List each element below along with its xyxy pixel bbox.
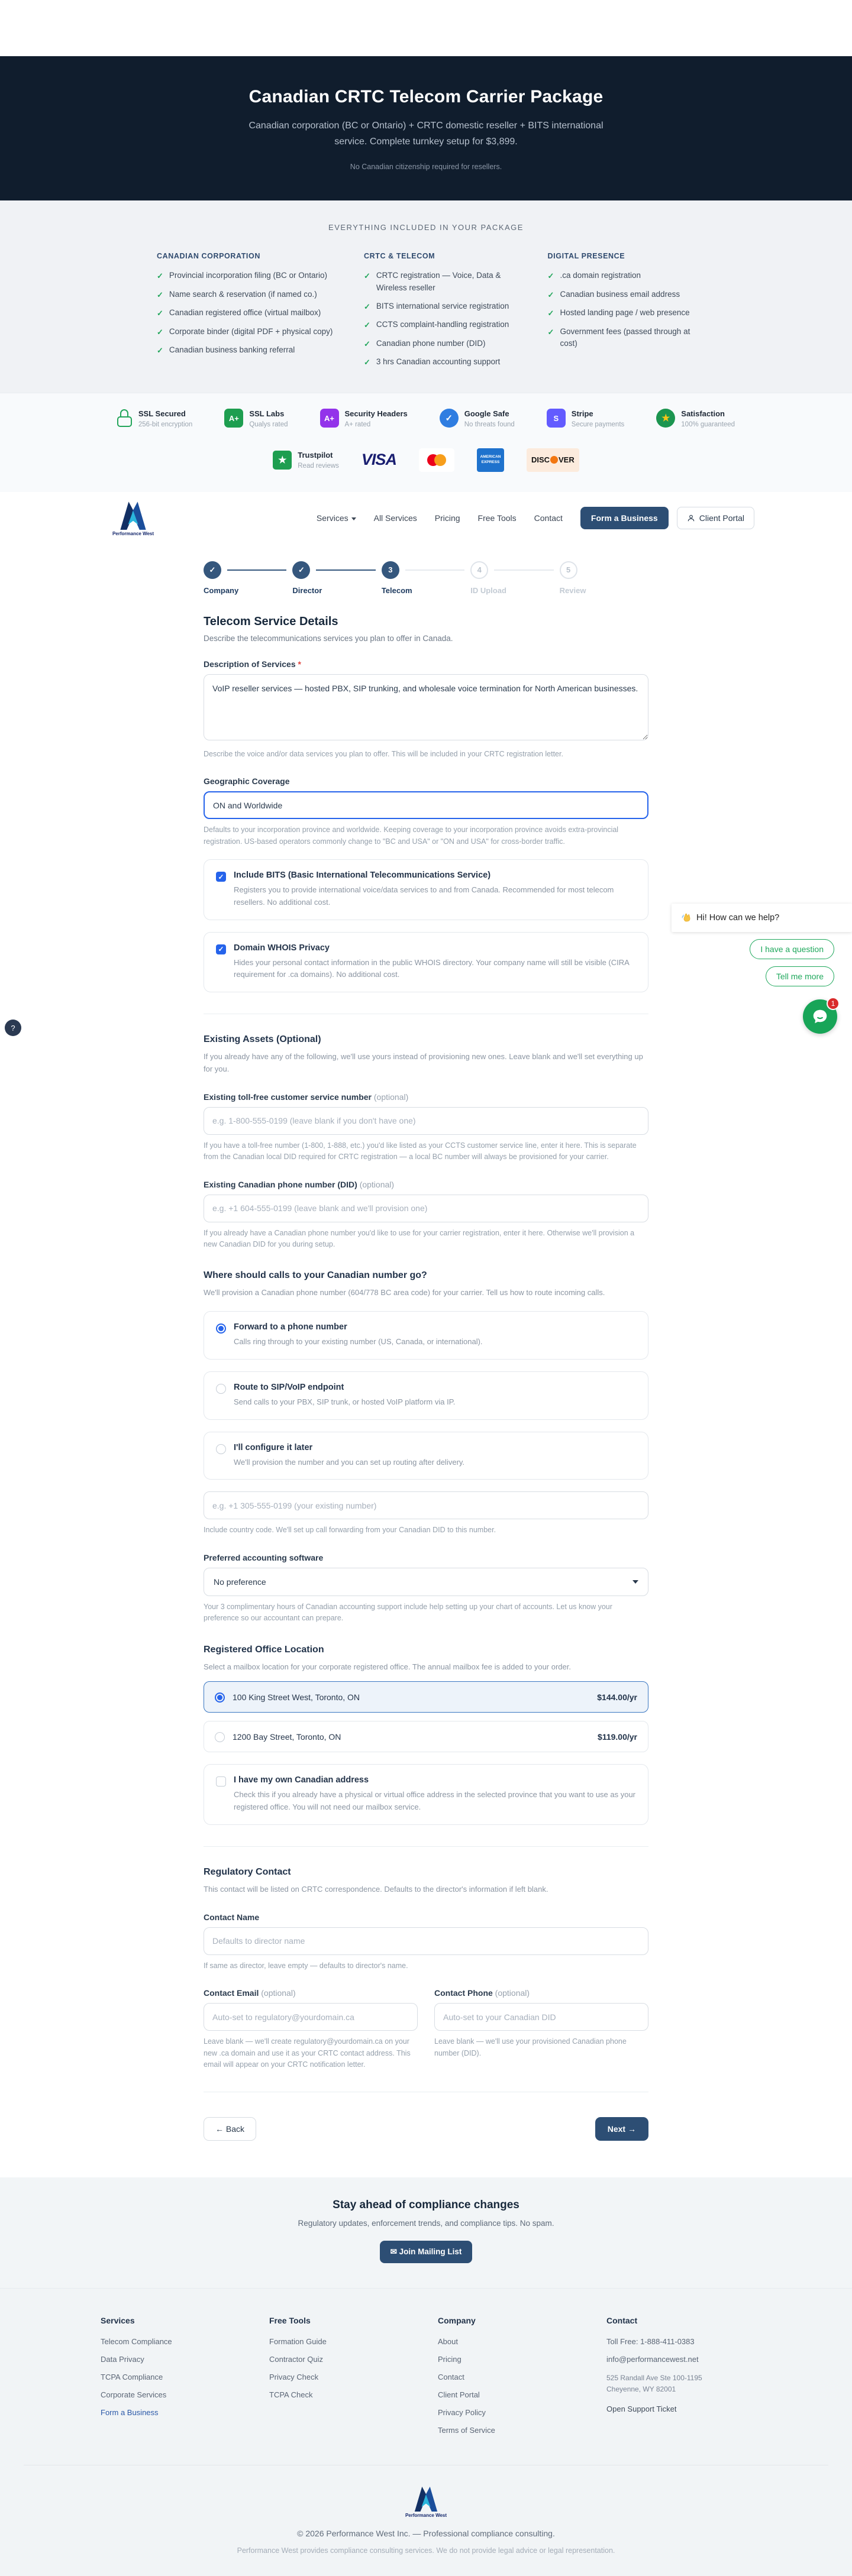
own-address-checkbox-card[interactable]: I have my own Canadian address Check this if you already have a physical or virtual office address in the selected province that you want to use as your registered office. You will not need our mailbox service. — [204, 1764, 648, 1825]
footer-link-tcpa-compliance[interactable]: TCPA Compliance — [101, 2373, 163, 2382]
wave-icon — [681, 912, 692, 923]
package-item: ✓ Canadian registered office (virtual mailbox) — [157, 307, 335, 319]
arrow-left-icon: ← — [215, 2124, 224, 2134]
arrow-right-icon: → — [628, 2124, 636, 2134]
page-subtitle: Describe the telecommunications services you plan to offer in Canada. — [204, 633, 453, 643]
footer-link-about[interactable]: About — [438, 2337, 458, 2347]
performance-west-logo-icon — [412, 2486, 440, 2512]
check-icon: ✓ — [363, 358, 370, 367]
regulatory-intro: This contact will be listed on CRTC correspondence. Defaults to the director's information if left blank. — [204, 1884, 548, 1894]
envelope-icon: ✉ — [390, 2247, 397, 2257]
hero-note: No Canadian citizenship required for resellers. — [350, 163, 502, 171]
top-spacer — [0, 0, 852, 56]
lock-icon — [117, 409, 133, 427]
contact-phone-help: Leave blank — we'll use your provisioned Canadian phone number (DID). — [434, 2037, 627, 2057]
top-navigation — [0, 492, 852, 543]
radio-unselected-icon[interactable] — [216, 1444, 226, 1454]
check-icon: ✓ — [157, 290, 163, 299]
geographic-coverage-input[interactable] — [204, 791, 648, 819]
package-item: ✓ Hosted landing page / web presence — [548, 307, 695, 319]
footer-link-corporate-services[interactable]: Corporate Services — [101, 2390, 167, 2400]
radio-selected-icon[interactable] — [215, 1692, 225, 1703]
package-item: ✓ .ca domain registration — [548, 270, 695, 282]
mailing-list-section — [0, 2177, 852, 2289]
column-title: CANADIAN CORPORATION — [157, 252, 260, 261]
check-icon: ✓ — [157, 309, 163, 318]
footer-link-contact[interactable]: Contact — [438, 2373, 464, 2382]
includes-heading: EVERYTHING INCLUDED IN YOUR PACKAGE — [328, 223, 524, 232]
routing-heading: Where should calls to your Canadian number go? — [204, 1270, 427, 1281]
includes-column-digital — [548, 252, 695, 375]
office-option-king-street[interactable]: 100 King Street West, Toronto, ON $144.00/yr — [204, 1681, 648, 1713]
radio-unselected-icon[interactable] — [216, 1384, 226, 1394]
mailing-heading: Stay ahead of compliance changes — [333, 2199, 519, 2212]
did-help: If you already have a Canadian phone number you'd like to use for your carrier registration, enter it here. Otherwise we'll provision a new Canadian DID for you during setup. — [204, 1228, 635, 1248]
step-check-icon: ✓ — [204, 561, 221, 579]
package-item: ✓ Government fees (passed through at cost) — [548, 326, 695, 350]
footer-logo — [0, 2486, 852, 2518]
nav-item-pricing[interactable]: Pricing — [434, 513, 460, 523]
back-button[interactable]: ← Back — [204, 2117, 256, 2141]
person-icon — [687, 514, 695, 522]
footer-link-privacy-policy[interactable]: Privacy Policy — [438, 2408, 486, 2418]
hero-title: Canadian CRTC Telecom Carrier Package — [248, 87, 604, 106]
badge-trustpilot[interactable]: ★ Trustpilot Read reviews — [273, 450, 339, 470]
step-number: 3 — [382, 561, 399, 579]
chat-widget — [672, 904, 852, 1034]
accounting-select[interactable]: No preference — [204, 1568, 648, 1596]
trust-badges-section — [0, 393, 852, 492]
checkbox-checked-icon[interactable]: ✓ — [216, 944, 226, 954]
column-title: DIGITAL PRESENCE — [547, 252, 625, 261]
footer-address: 525 Randall Ave Ste 100-1195 Cheyenne, WY 82001 — [606, 2374, 702, 2394]
checkbox-checked-icon[interactable]: ✓ — [216, 872, 226, 882]
check-icon: ✓ — [363, 321, 370, 330]
footer-link-privacy-check[interactable]: Privacy Check — [269, 2373, 319, 2382]
footer-link-terms[interactable]: Terms of Service — [438, 2426, 495, 2435]
footer-phone[interactable]: Toll Free: 1-888-411-0383 — [606, 2337, 695, 2347]
footer-column-contact: Contact Toll Free: 1-888-411-0383 info@performancewest.net 525 Randall Ave Ste 100-1195 Cheyenne, WY 82001 Open Support Ticket — [606, 2316, 751, 2444]
contact-name-label: Contact Name — [204, 1912, 260, 1922]
existing-assets-heading: Existing Assets (Optional) — [204, 1034, 321, 1045]
footer-link-telecom-compliance[interactable]: Telecom Compliance — [101, 2337, 172, 2347]
regulatory-heading: Regulatory Contact — [204, 1866, 291, 1877]
contact-email-help: Leave blank — we'll create regulatory@yourdomain.ca on your new .ca domain and use it as your CRTC contact address. This email will appear on your CRTC notification letter. — [204, 2037, 411, 2069]
package-item: ✓ Canadian phone number (DID) — [364, 338, 519, 350]
check-icon: ✓ — [547, 327, 554, 336]
step-check-icon: ✓ — [292, 561, 310, 579]
footer-link-tcpa-check[interactable]: TCPA Check — [269, 2390, 313, 2400]
footer-column-company: Company About Pricing Contact Client Portal Privacy Policy Terms of Service — [438, 2316, 583, 2444]
radio-unselected-icon[interactable] — [215, 1732, 225, 1742]
a-plus-icon: A+ — [320, 409, 339, 428]
badge-satisfaction: ★ Satisfaction 100% guaranteed — [656, 409, 735, 428]
forward-number-help: Include country code. We'll set up call forwarding from your Canadian DID to this number. — [204, 1526, 496, 1535]
footer-link-client-portal[interactable]: Client Portal — [438, 2390, 480, 2400]
tollfree-help: If you have a toll-free number (1-800, 1-888, etc.) you'd like listed as your CCTS customer service line, enter it here. This is separate from the Canadian local DID required for CRTC registration — a local BC number will always be provisioned for your carrier. — [204, 1141, 637, 1161]
step-review[interactable]: 5 Review — [560, 561, 648, 595]
checkbox-unchecked-icon[interactable] — [216, 1776, 226, 1787]
nav-item-all-services[interactable]: All Services — [373, 513, 417, 523]
trustpilot-star-icon: ★ — [273, 451, 292, 470]
footer-support-ticket-link[interactable]: Open Support Ticket — [606, 2404, 677, 2413]
bits-checkbox-card[interactable]: ✓ Include BITS (Basic International Telecommunications Service) Registers you to provide international voice/data services to and from Canada. Recommended for most telecom resellers. No additional cost. — [204, 859, 648, 920]
brand-logo[interactable] — [98, 500, 169, 536]
progress-stepper — [204, 561, 648, 595]
step-connector — [405, 569, 464, 571]
a-plus-icon: A+ — [224, 409, 243, 428]
check-shield-icon: ✓ — [440, 409, 459, 428]
contact-email-label: Contact Email (optional) — [204, 1988, 296, 1998]
includes-column-crtc — [364, 252, 519, 375]
badge-ssl-labs: A+ SSL Labs Qualys rated — [224, 409, 288, 428]
chat-unread-badge: 1 — [827, 997, 840, 1010]
check-icon: ✓ — [547, 290, 554, 299]
section-divider — [204, 1846, 648, 1847]
package-item: ✓ Provincial incorporation filing (BC or Ontario) — [157, 270, 335, 282]
description-help: Describe the voice and/or data services you plan to offer. This will be included in your CRTC registration letter. — [204, 749, 563, 758]
package-item: ✓ BITS international service registration — [364, 300, 519, 313]
footer-link-contractor-quiz[interactable]: Contractor Quiz — [269, 2355, 324, 2364]
page-title: Telecom Service Details — [204, 614, 338, 628]
description-label: Description of Services * — [204, 659, 301, 669]
step-connector — [316, 569, 375, 571]
contact-name-help: If same as director, leave empty — defaults to director's name. — [204, 1961, 408, 1970]
stripe-icon: S — [547, 409, 566, 428]
required-asterisk: * — [298, 659, 301, 669]
check-icon: ✓ — [157, 327, 163, 336]
nav-item-free-tools[interactable]: Free Tools — [477, 513, 517, 523]
package-item: ✓ CRTC registration — Voice, Data & Wireless reseller — [364, 270, 519, 294]
whois-checkbox-card[interactable]: ✓ Domain WHOIS Privacy Hides your personal contact information in the public WHOIS directory. Your company name will still be visible (CIRA requirement for .ca domains). No additional cost. — [204, 932, 648, 993]
tollfree-input[interactable] — [204, 1107, 648, 1135]
accounting-help: Your 3 complimentary hours of Canadian accounting support include help setting up your chart of accounts. Let us know your preference so our accountant can prepare. — [204, 1602, 612, 1623]
geo-label: Geographic Coverage — [204, 776, 290, 787]
chevron-down-icon — [351, 517, 356, 520]
badge-google-safe: ✓ Google Safe No threats found — [440, 409, 515, 428]
badge-ssl-secured: SSL Secured 256-bit encryption — [117, 409, 192, 428]
mailing-subtitle: Regulatory updates, enforcement trends, and compliance tips. No spam. — [298, 2219, 554, 2228]
column-title: CRTC & TELECOM — [363, 252, 435, 261]
chat-launcher-button[interactable] — [803, 999, 837, 1034]
help-widget-button[interactable] — [5, 1020, 21, 1036]
chevron-down-icon — [632, 1580, 638, 1584]
badge-stripe: S Stripe Secure payments — [547, 409, 625, 428]
office-price: $144.00/yr — [597, 1692, 637, 1702]
footer — [0, 2289, 852, 2576]
hero-subtitle: Canadian corporation (BC or Ontario) + CRTC domestic reseller + BITS international service. Complete turnkey setup for $3,899. — [248, 121, 604, 147]
package-item: ✓ Canadian business email address — [548, 289, 695, 301]
radio-selected-icon[interactable] — [216, 1323, 226, 1334]
step-telecom[interactable]: 3 Telecom — [382, 561, 470, 595]
amex-logo: AMERICAN EXPRESS — [477, 448, 504, 472]
footer-disclaimer: Performance West provides compliance consulting services. We do not provide legal advice or legal representation. — [237, 2546, 615, 2555]
step-id-upload[interactable]: 4 ID Upload — [470, 561, 559, 595]
hero-banner — [0, 56, 852, 200]
check-icon: ✓ — [363, 339, 370, 348]
package-item: ✓ CCTS complaint-handling registration — [364, 319, 519, 331]
contact-email-input[interactable] — [204, 2003, 418, 2031]
footer-column-services: Services Telecom Compliance Data Privacy TCPA Compliance Corporate Services Form a Business — [101, 2316, 246, 2444]
footer-email[interactable]: info@performancewest.net — [606, 2355, 699, 2364]
check-icon: ✓ — [547, 309, 554, 318]
performance-west-logo-icon — [117, 500, 149, 530]
brand-name: Performance West — [112, 530, 154, 536]
routing-option-sip[interactable]: Route to SIP/VoIP endpoint Send calls to your PBX, SIP trunk, or hosted VoIP platform via IP. — [204, 1371, 648, 1420]
step-director[interactable]: ✓ Director — [292, 561, 381, 595]
nav-item-contact[interactable]: Contact — [534, 513, 563, 523]
step-number: 5 — [560, 561, 577, 579]
check-icon: ✓ — [547, 271, 554, 281]
footer-link-data-privacy[interactable]: Data Privacy — [101, 2355, 144, 2364]
footer-link-formation-guide[interactable]: Formation Guide — [269, 2337, 327, 2347]
routing-option-later[interactable]: I'll configure it later We'll provision the number and you can set up routing after delivery. — [204, 1432, 648, 1480]
next-button[interactable]: Next → — [595, 2117, 648, 2141]
check-icon: ✓ — [157, 271, 163, 281]
contact-phone-label: Contact Phone (optional) — [434, 1988, 530, 1998]
routing-option-forward[interactable]: Forward to a phone number Calls ring through to your existing number (US, Canada, or international). — [204, 1311, 648, 1360]
footer-link-form-a-business[interactable]: Form a Business — [101, 2408, 159, 2418]
main-content — [0, 543, 852, 2177]
footer-column-free-tools: Free Tools Formation Guide Contractor Quiz Privacy Check TCPA Check — [269, 2316, 414, 2444]
step-number: 4 — [470, 561, 488, 579]
step-connector — [494, 569, 553, 571]
step-company[interactable]: ✓ Company — [204, 561, 292, 595]
chat-bubble-icon — [811, 1008, 829, 1025]
chat-greeting-bubble[interactable]: Hi! How can we help? — [672, 904, 852, 932]
nav-item-services[interactable]: Services — [317, 513, 356, 523]
office-price: $119.00/yr — [598, 1732, 637, 1742]
mastercard-logo — [419, 448, 454, 472]
did-label: Existing Canadian phone number (DID) (optional) — [204, 1179, 395, 1189]
office-option-bay-street[interactable]: 1200 Bay Street, Toronto, ON $119.00/yr — [204, 1721, 648, 1752]
tollfree-label: Existing toll-free customer service number (optional) — [204, 1092, 409, 1102]
forward-number-input[interactable] — [204, 1491, 648, 1519]
check-icon: ✓ — [363, 302, 370, 311]
routing-intro: We'll provision a Canadian phone number (604/778 BC area code) for your carrier. Tell us how to route incoming calls. — [204, 1288, 605, 1297]
question-mark-icon: ? — [11, 1023, 15, 1033]
footer-link-pricing[interactable]: Pricing — [438, 2355, 462, 2364]
chat-quick-reply-question[interactable]: I have a question — [750, 939, 834, 959]
check-icon: ✓ — [363, 271, 370, 281]
package-item: ✓ Corporate binder (digital PDF + physical copy) — [157, 326, 335, 338]
star-icon: ★ — [656, 409, 675, 428]
office-heading: Registered Office Location — [204, 1644, 324, 1655]
geo-help: Defaults to your incorporation province and worldwide. Keeping coverage to your incorporation province avoids extra-provincial registration. US-based operators commonly change to "BC and USA" or "ON and USA" for cross-border traffic. — [204, 826, 619, 846]
visa-logo: VISA — [361, 451, 396, 469]
package-includes-section — [0, 200, 852, 393]
footer-brand-name: Performance West — [405, 2513, 447, 2519]
description-textarea[interactable] — [204, 674, 648, 740]
badge-security-headers: A+ Security Headers A+ rated — [320, 409, 408, 428]
step-connector — [227, 569, 286, 571]
contact-name-input[interactable] — [204, 1927, 648, 1955]
discover-circle-icon — [550, 456, 558, 464]
discover-logo: DISC VER — [527, 448, 579, 472]
contact-phone-input[interactable] — [434, 2003, 648, 2031]
client-portal-button[interactable]: Client Portal — [677, 507, 754, 529]
office-intro: Select a mailbox location for your corporate registered office. The annual mailbox fee is added to your order. — [204, 1662, 571, 1671]
includes-column-corporation — [157, 252, 335, 375]
accounting-label: Preferred accounting software — [204, 1552, 324, 1562]
package-item: ✓ Name search & reservation (if named co.) — [157, 289, 335, 301]
check-icon: ✓ — [157, 346, 163, 355]
existing-assets-intro: If you already have any of the following, we'll use yours instead of provisioning new ones. Leave blank and we'll set everything up for you. — [204, 1052, 643, 1073]
form-a-business-button[interactable]: Form a Business — [580, 507, 669, 529]
footer-copyright: © 2026 Performance West Inc. — Professional compliance consulting. — [297, 2529, 555, 2539]
join-mailing-list-button[interactable]: ✉ Join Mailing List — [380, 2241, 473, 2263]
did-input[interactable] — [204, 1195, 648, 1222]
chat-quick-reply-more[interactable]: Tell me more — [766, 966, 834, 986]
package-item: ✓ 3 hrs Canadian accounting support — [364, 356, 519, 368]
package-item: ✓ Canadian business banking referral — [157, 344, 335, 357]
